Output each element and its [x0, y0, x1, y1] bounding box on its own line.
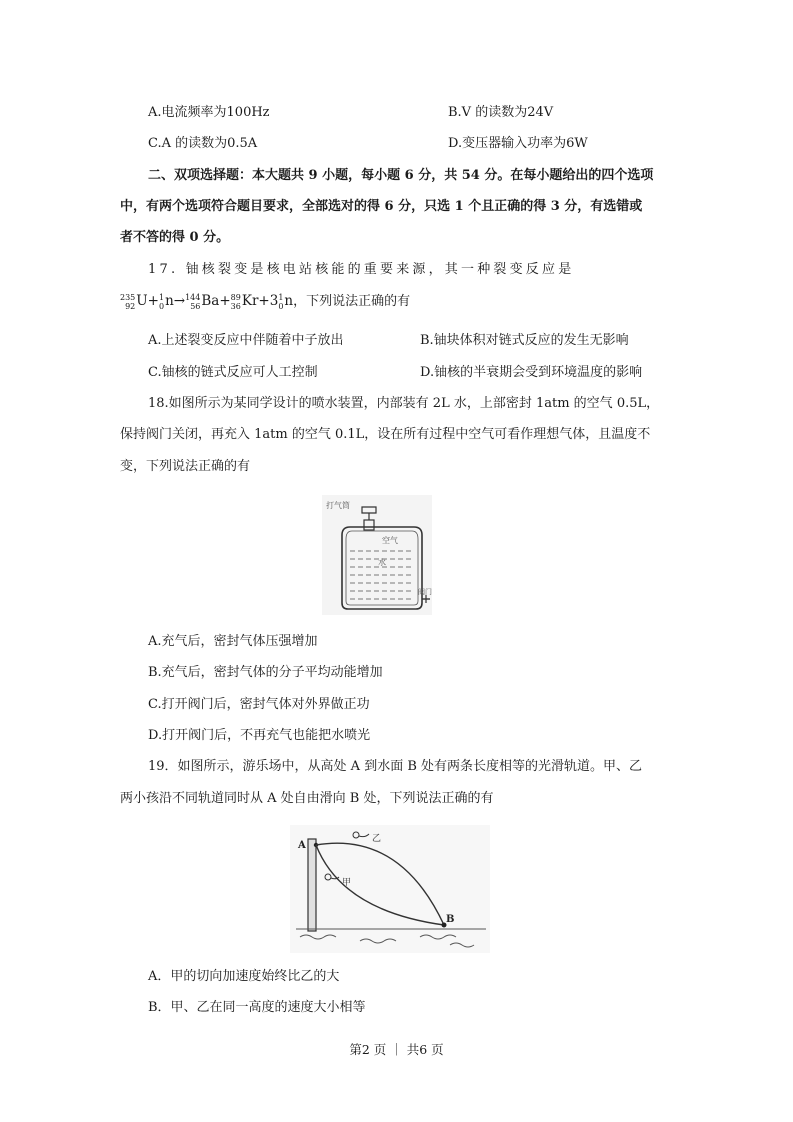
q18-option-d: D.打开阀门后，不再充气也能把水喷光: [148, 728, 371, 743]
q16-option-c: C.A 的读数为0.5A: [148, 136, 258, 151]
figure-background: [322, 495, 432, 615]
q17-option-a: A.上述裂变反应中伴随着中子放出: [148, 333, 344, 348]
plus-three: +3: [258, 293, 279, 309]
q17-stem: 17. 铀核裂变是核电站核能的重要来源，其一种裂变反应是: [148, 262, 575, 277]
slide-figure: [290, 825, 490, 953]
n2-symbol: n: [284, 293, 294, 309]
q17-option-b: B.铀块体积对链式反应的发生无影响: [420, 333, 629, 348]
q16-option-b: B.V 的读数为24V: [448, 105, 554, 120]
u-atomic-number: 92: [125, 301, 136, 311]
pump-label: 打气筒: [326, 501, 350, 510]
q18-line3: 变，下列说法正确的有: [120, 459, 251, 474]
section2-line2: 中，有两个选项符合题目要求，全部选对的得 6 分，只选 1 个且正确的得 3 分，有选错或: [120, 199, 643, 214]
water-label: 水: [378, 558, 386, 567]
plus-sign: +: [147, 293, 159, 309]
q17-equation: [120, 291, 410, 312]
ba-atomic-number: 56: [190, 301, 201, 311]
n2-mass-number: 1: [278, 292, 284, 302]
n2-nuclide-numbers: [278, 293, 283, 311]
air-label: 空气: [382, 536, 398, 545]
n1-nuclide-numbers: [159, 293, 164, 311]
point-b-label: B: [446, 914, 455, 925]
q16-option-d: D.变压器输入功率为6W: [448, 136, 588, 151]
q19-line2: 两小孩沿不同轨道同时从 A 处自由滑向 B 处，下列说法正确的有: [120, 791, 494, 806]
n2-atomic-number: 0: [278, 301, 284, 311]
q17-stem-tail: ，下列说法正确的有: [293, 294, 411, 309]
q18-option-a: A.充气后，密封气体压强增加: [148, 634, 318, 649]
q19-line1: 19．如图所示，游乐场中，从高处 A 到水面 B 处有两条长度相等的光滑轨道。甲、乙: [148, 759, 643, 774]
jia-label: 甲: [342, 878, 352, 888]
u-nuclide-numbers: [120, 293, 135, 311]
kr-atomic-number: 36: [230, 301, 241, 311]
q18-option-c: C.打开阀门后，密封气体对外界做正功: [148, 697, 370, 712]
ba-mass-number: 144: [185, 292, 201, 302]
q19-option-a: A．甲的切向加速度始终比乙的大: [148, 969, 340, 984]
u-symbol: U: [136, 293, 148, 309]
yi-label: 乙: [372, 834, 382, 844]
section2-line3: 者不答的得 0 分。: [120, 230, 230, 245]
q16-option-a: A.电流频率为100Hz: [148, 105, 270, 120]
n1-mass-number: 1: [158, 292, 165, 302]
point-a-label: A: [298, 840, 306, 851]
ba-symbol: Ba: [201, 293, 220, 309]
q18-line1: 18.如图所示为某同学设计的喷水装置，内部装有 2L 水，上部密封 1atm 的空气 0.5L，: [148, 396, 660, 411]
q17-option-c: C.铀核的链式反应可人工控制: [148, 365, 318, 380]
n1-symbol: n: [165, 293, 174, 309]
plus-sign: +: [219, 293, 231, 309]
page-footer: 第2 页 ｜ 共6 页: [349, 1042, 444, 1057]
n1-atomic-number: 0: [158, 301, 165, 311]
valve-label: 阀门: [418, 588, 432, 596]
q17-option-d: D.铀核的半衰期会受到环境温度的影响: [420, 365, 643, 380]
q19-option-b: B．甲、乙在同一高度的速度大小相等: [148, 1000, 366, 1015]
kr-nuclide-numbers: [231, 293, 241, 311]
kr-mass-number: 89: [230, 292, 241, 302]
section2-line1: 二、双项选择题：本大题共 9 小题，每小题 6 分，共 54 分。在每小题给出的四个选项: [148, 168, 654, 183]
q18-option-b: B.充气后，密封气体的分子平均动能增加: [148, 665, 383, 680]
reaction-arrow: →: [173, 293, 186, 309]
u-mass-number: 235: [120, 292, 136, 302]
tower-icon: [308, 839, 316, 931]
kr-symbol: Kr: [241, 293, 259, 309]
sprayer-figure: [322, 495, 432, 615]
ba-nuclide-numbers: [185, 293, 200, 311]
q18-line2: 保持阀门关闭，再充入 1atm 的空气 0.1L，设在所有过程中空气可看作理想气体，且温度不: [120, 427, 651, 442]
